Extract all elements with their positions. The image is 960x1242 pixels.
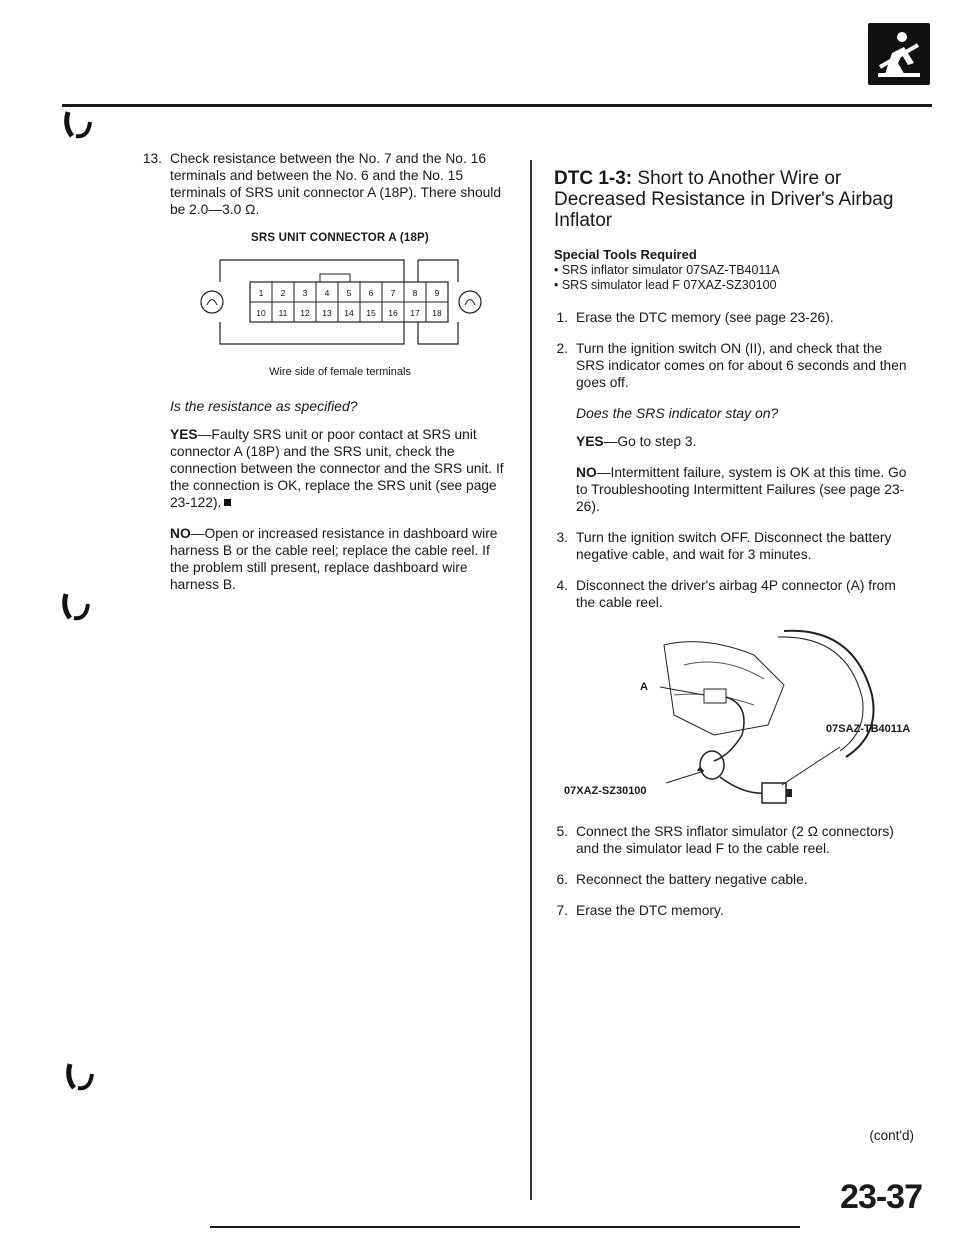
yes-text: —Faulty SRS unit or poor contact at SRS unit connector A (18P) and the SRS unit, check the connection between the connector and the SRS unit. If the connection is OK, replace the SRS unit (see page 23-122). bbox=[170, 427, 504, 510]
yes-label: YES bbox=[170, 427, 198, 442]
step-text: Erase the DTC memory (see page 23-26). bbox=[576, 310, 834, 325]
terminal-2: 2 bbox=[280, 288, 286, 298]
terminal-4: 4 bbox=[324, 288, 330, 298]
yes-branch bbox=[576, 433, 914, 450]
seatbelt-airbag-icon bbox=[868, 23, 930, 85]
no-label: NO bbox=[170, 526, 191, 541]
section-title bbox=[554, 168, 914, 231]
steering-wheel-illustration bbox=[554, 625, 914, 805]
yes-text: —Go to step 3. bbox=[603, 434, 697, 449]
step-number: 3. bbox=[556, 530, 568, 545]
terminal-8: 8 bbox=[412, 288, 418, 298]
no-branch bbox=[576, 464, 914, 515]
yes-label: YES bbox=[576, 434, 604, 449]
no-text: —Open or increased resistance in dashboard wire harness B or the cable reel; replace the cable reel. If the problem still present, replace dashboard wire harness B. bbox=[170, 526, 498, 592]
right-column bbox=[554, 168, 914, 933]
tool-item: • SRS inflator simulator 07SAZ-TB4011A bbox=[554, 263, 780, 277]
question: Is the resistance as specified? bbox=[170, 398, 358, 414]
terminal-14: 14 bbox=[344, 308, 354, 318]
terminal-18: 18 bbox=[432, 308, 442, 318]
step-number: 6. bbox=[556, 872, 568, 887]
terminal-3: 3 bbox=[302, 288, 308, 298]
continued-label: (cont'd) bbox=[869, 1128, 914, 1143]
no-text: —Intermittent failure, system is OK at this time. Go to Troubleshooting Intermittent Failures (see page 23-26). bbox=[576, 465, 907, 514]
connector-note: Wire side of female terminals bbox=[269, 366, 411, 378]
no-label: NO bbox=[576, 465, 597, 480]
step-7 bbox=[554, 902, 914, 919]
terminal-16: 16 bbox=[388, 308, 398, 318]
lock-symbol-right bbox=[459, 291, 481, 313]
end-mark-icon bbox=[224, 499, 231, 506]
step-number: 5. bbox=[556, 824, 568, 839]
yes-branch bbox=[170, 426, 510, 511]
step-text: Disconnect the driver's airbag 4P connector (A) from the cable reel. bbox=[576, 578, 896, 610]
label-inflator-simulator: 07SAZ-TB4011A bbox=[826, 723, 911, 735]
lock-symbol-left bbox=[201, 291, 223, 313]
step-2 bbox=[554, 340, 914, 391]
tools-heading: Special Tools Required bbox=[554, 247, 697, 262]
terminal-15: 15 bbox=[366, 308, 376, 318]
binder-hook-icon bbox=[66, 1062, 96, 1094]
step-number: 2. bbox=[556, 341, 568, 356]
footer-rule bbox=[210, 1226, 800, 1228]
binder-hook-icon bbox=[64, 110, 94, 142]
no-branch bbox=[170, 525, 510, 593]
step-number: 1. bbox=[556, 310, 568, 325]
terminal-1: 1 bbox=[258, 288, 264, 298]
step-text: Connect the SRS inflator simulator (2 Ω connectors) and the simulator lead F to the cable reel. bbox=[576, 824, 894, 856]
step-3 bbox=[554, 529, 914, 563]
terminal-7: 7 bbox=[390, 288, 396, 298]
step-6 bbox=[554, 871, 914, 888]
dtc-code: DTC 1-3: bbox=[554, 168, 633, 189]
terminal-9: 9 bbox=[434, 288, 440, 298]
step-text: Turn the ignition switch OFF. Disconnect the battery negative cable, and wait for 3 minutes. bbox=[576, 530, 892, 562]
tool-item: • SRS simulator lead F 07XAZ-SZ30100 bbox=[554, 278, 777, 292]
terminal-17: 17 bbox=[410, 308, 420, 318]
step-text: Check resistance between the No. 7 and the No. 16 terminals and between the No. 6 and the No. 15 terminals of SRS unit connector A (18P). There should be 2.0—3.0 Ω. bbox=[170, 151, 502, 217]
step-number: 7. bbox=[556, 903, 568, 918]
step-text: Erase the DTC memory. bbox=[576, 903, 724, 918]
header-rule bbox=[62, 104, 932, 107]
label-a: A bbox=[640, 681, 648, 693]
terminal-5: 5 bbox=[346, 288, 352, 298]
step-number: 4. bbox=[556, 578, 568, 593]
terminal-11: 11 bbox=[278, 308, 288, 318]
terminal-10: 10 bbox=[256, 308, 266, 318]
step-4 bbox=[554, 577, 914, 611]
step-text: Reconnect the battery negative cable. bbox=[576, 872, 808, 887]
binder-hook-icon bbox=[62, 592, 92, 624]
title-text: Short to Another Wire or Decreased Resistance in Driver's Airbag Inflator bbox=[554, 168, 894, 231]
step-text: Turn the ignition switch ON (II), and check that the SRS indicator comes on for about 6 seconds and then goes off. bbox=[576, 341, 907, 390]
label-simulator-lead: 07XAZ-SZ30100 bbox=[564, 785, 647, 797]
connector-title: SRS UNIT CONNECTOR A (18P) bbox=[251, 232, 429, 244]
special-tools bbox=[554, 247, 914, 293]
step-number: 13. bbox=[142, 151, 162, 166]
terminal-13: 13 bbox=[322, 308, 332, 318]
page-number: 23-37 bbox=[840, 1178, 922, 1216]
column-divider bbox=[530, 160, 532, 1200]
terminal-6: 6 bbox=[368, 288, 374, 298]
airbag-simulator-figure bbox=[554, 625, 914, 805]
connector-diagram bbox=[190, 252, 490, 352]
question: Does the SRS indicator stay on? bbox=[576, 405, 779, 421]
step-1 bbox=[554, 309, 914, 326]
step-13 bbox=[142, 150, 510, 218]
step-5 bbox=[554, 823, 914, 857]
left-column bbox=[142, 150, 510, 607]
terminal-12: 12 bbox=[300, 308, 310, 318]
